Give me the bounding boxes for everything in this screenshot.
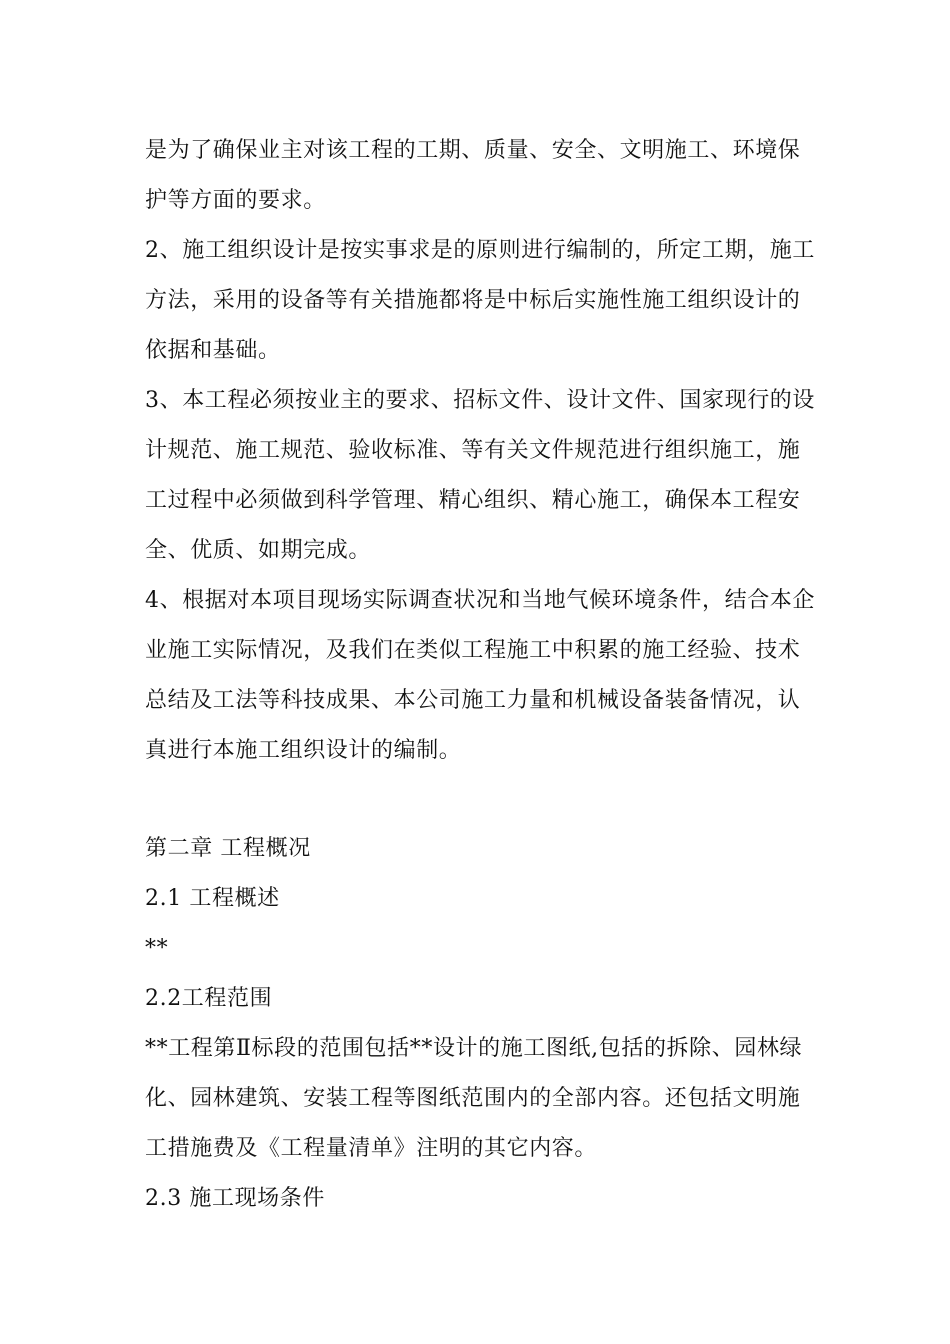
paragraph-4-line-4: 真进行本施工组织设计的编制。	[145, 738, 462, 763]
section-heading-2-2: 2.2工程范围	[145, 986, 273, 1011]
section-2-2-line-3: 工措施费及《工程量清单》注明的其它内容。	[145, 1136, 598, 1161]
section-heading-2-3: 2.3 施工现场条件	[145, 1186, 325, 1211]
section-2-2-line-1: **工程第Ⅱ标段的范围包括**设计的施工图纸,包括的拆除、园林绿	[145, 1036, 803, 1061]
section-heading-2-1: 2.1 工程概述	[145, 886, 280, 911]
paragraph-2-line-3: 依据和基础。	[145, 338, 281, 363]
paragraph-4-line-1: 4、根据对本项目现场实际调查状况和当地气候环境条件，结合本企	[145, 588, 815, 613]
paragraph-1-line-2: 护等方面的要求。	[145, 188, 326, 213]
paragraph-3-line-1: 3、本工程必须按业主的要求、招标文件、设计文件、国家现行的设	[145, 388, 815, 413]
paragraph-3-line-4: 全、优质、如期完成。	[145, 538, 372, 563]
paragraph-3-line-2: 计规范、施工规范、验收标准、等有关文件规范进行组织施工，施	[145, 438, 801, 463]
paragraph-4-line-3: 总结及工法等科技成果、本公司施工力量和机械设备装备情况，认	[145, 688, 801, 713]
section-2-1-body: **	[145, 936, 169, 961]
paragraph-4-line-2: 业施工实际情况，及我们在类似工程施工中积累的施工经验、技术	[145, 638, 801, 663]
paragraph-2-line-1: 2、施工组织设计是按实事求是的原则进行编制的，所定工期，施工	[145, 238, 815, 263]
paragraph-1-line-1: 是为了确保业主对该工程的工期、质量、安全、文明施工、环境保	[145, 138, 801, 163]
section-2-2-line-2: 化、园林建筑、安装工程等图纸范围内的全部内容。还包括文明施	[145, 1086, 801, 1111]
paragraph-2-line-2: 方法，采用的设备等有关措施都将是中标后实施性施工组织设计的	[145, 288, 801, 313]
paragraph-3-line-3: 工过程中必须做到科学管理、精心组织、精心施工，确保本工程安	[145, 488, 801, 513]
chapter-heading: 第二章 工程概况	[145, 836, 311, 861]
